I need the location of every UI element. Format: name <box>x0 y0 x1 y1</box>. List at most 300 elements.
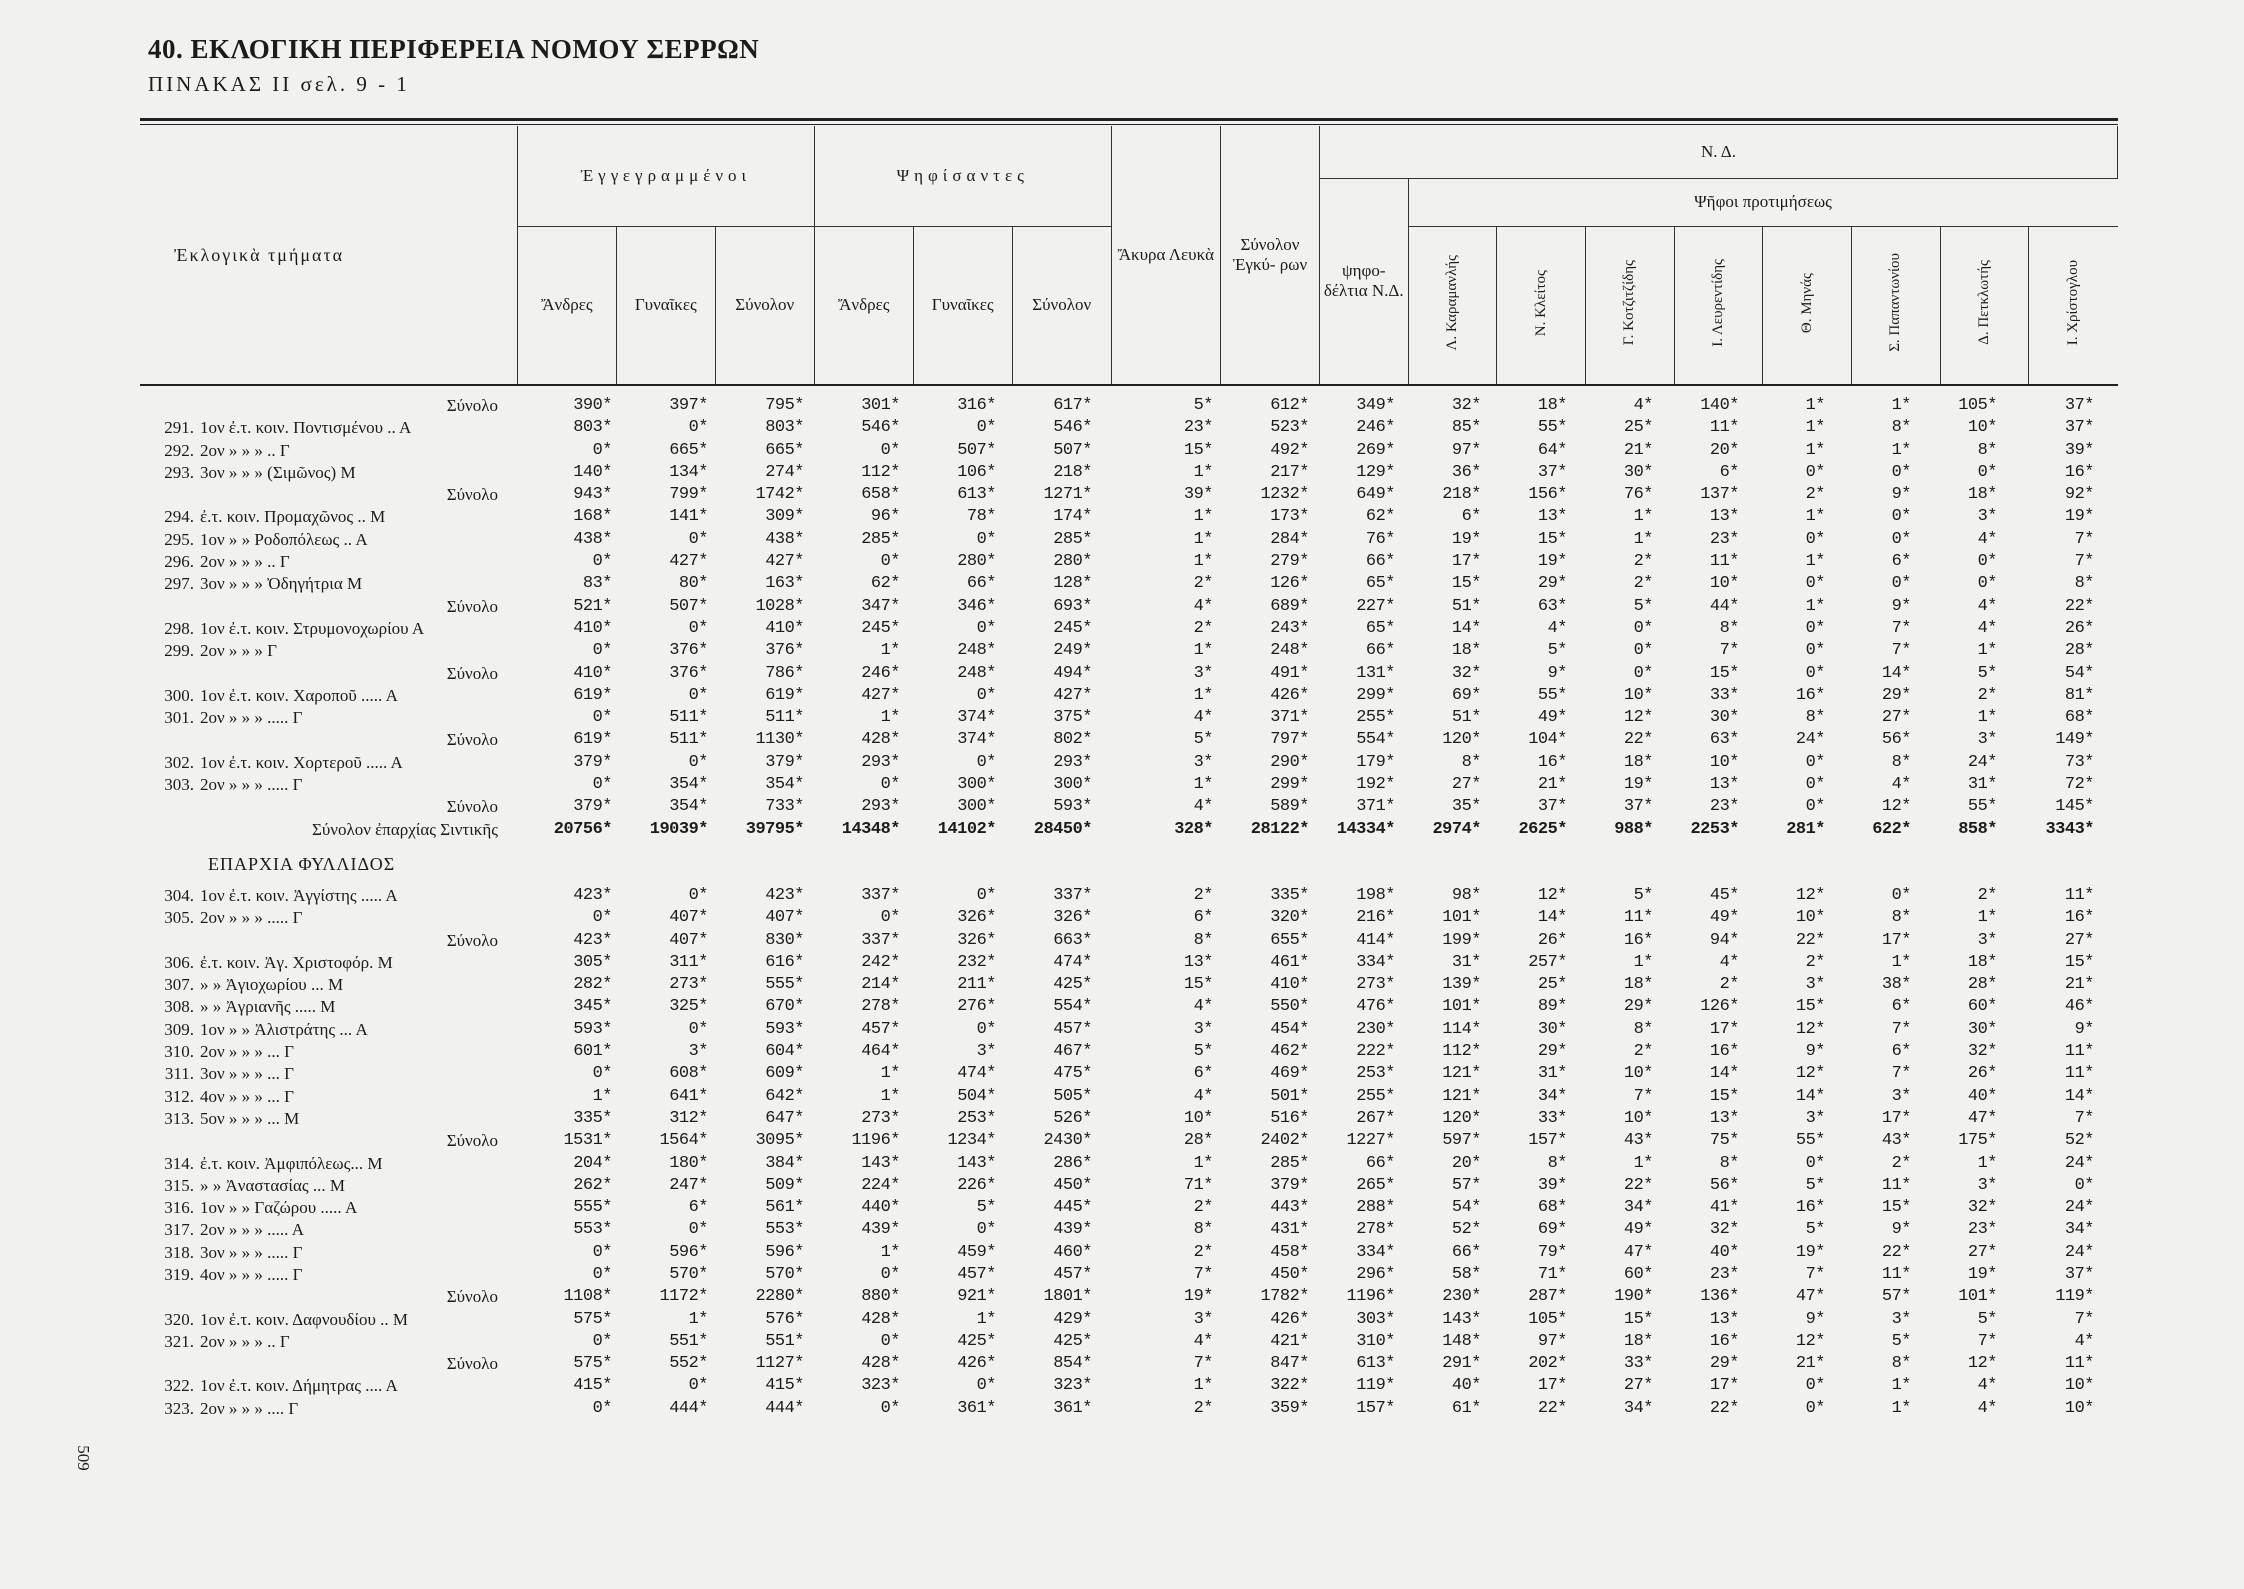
cell-value: 287* <box>1528 1287 1567 1307</box>
cell-value: 26* <box>1537 930 1567 950</box>
cell-value: 803* <box>765 418 804 438</box>
cell-value: 11* <box>2064 885 2094 905</box>
cell-value: 4* <box>1633 396 1653 415</box>
cell-value: 474* <box>957 1064 996 1084</box>
cell-value: 71* <box>1183 1175 1213 1195</box>
row-number: 319. <box>164 1264 194 1284</box>
header-protimiseis: Ψῆφοι προτιμήσεως <box>1408 178 2117 226</box>
cell-value: 1782* <box>1260 1287 1309 1307</box>
table-row <box>0 708 2244 730</box>
cell-value: 23* <box>1183 418 1213 438</box>
cell-value: 227* <box>1356 596 1395 616</box>
cell-value: 8* <box>1891 1354 1911 1374</box>
cell-value: 303* <box>1356 1309 1395 1329</box>
cell-value: 414* <box>1356 930 1395 950</box>
cell-value: 300* <box>957 797 996 817</box>
cell-value: 7* <box>2074 552 2094 572</box>
cell-value: 5* <box>976 1198 996 1218</box>
row-number: 313. <box>164 1108 194 1128</box>
cell-value: 575* <box>573 1309 612 1329</box>
cell-value: 2* <box>1633 574 1653 594</box>
cell-value: 14348* <box>841 819 900 839</box>
cell-value: 101* <box>1442 908 1481 928</box>
cell-value: 326* <box>957 908 996 928</box>
cell-value: 354* <box>669 775 708 795</box>
row-number: 317. <box>164 1220 194 1240</box>
cell-value: 0* <box>1805 1398 1825 1418</box>
cell-value: 2* <box>1193 1398 1213 1418</box>
cell-value: 647* <box>765 1108 804 1128</box>
row-label: » » Ἀγριανῆς ..... Μ <box>200 997 336 1017</box>
cell-value: 14* <box>2064 1086 2094 1106</box>
cell-value: 427* <box>1053 685 1092 705</box>
cell-value: 288* <box>1356 1198 1395 1218</box>
cell-value: 15* <box>2064 952 2094 972</box>
cell-value: 346* <box>957 596 996 616</box>
cell-value: 291* <box>1442 1354 1481 1374</box>
cell-value: 550* <box>1270 997 1309 1017</box>
cell-value: 613* <box>1356 1354 1395 1374</box>
cell-value: 376* <box>765 641 804 661</box>
cell-value: 2402* <box>1260 1131 1309 1151</box>
cell-value: 97* <box>1451 440 1481 460</box>
cell-value: 24* <box>1795 730 1825 750</box>
cell-value: 0* <box>592 1064 612 1084</box>
table-row <box>0 753 2244 775</box>
row-number: 304. <box>164 885 194 905</box>
row-label: Σύνολο <box>446 730 498 750</box>
cell-value: 198* <box>1356 885 1395 905</box>
cell-value: 63* <box>1709 730 1739 750</box>
row-number: 315. <box>164 1175 194 1195</box>
cell-value: 415* <box>573 1376 612 1396</box>
cell-value: 8* <box>1891 418 1911 438</box>
page-number: 509 <box>73 1445 93 1471</box>
cell-value: 429* <box>1053 1309 1092 1329</box>
header-akyra: Ἄκυρα Λευκὰ <box>1111 126 1220 384</box>
cell-value: 190* <box>1614 1287 1653 1307</box>
cell-value: 589* <box>1270 797 1309 817</box>
cell-value: 71* <box>1537 1264 1567 1284</box>
cell-value: 66* <box>1365 1153 1395 1173</box>
cell-value: 80* <box>678 574 708 594</box>
cell-value: 597* <box>1442 1131 1481 1151</box>
cell-value: 25* <box>1537 975 1567 995</box>
cell-value: 0* <box>1805 529 1825 549</box>
cell-value: 3* <box>1977 1175 1997 1195</box>
cell-value: 641* <box>669 1086 708 1106</box>
cell-value: 92* <box>2064 485 2094 505</box>
row-label: Σύνολο <box>446 797 498 817</box>
cell-value: 858* <box>1958 819 1997 839</box>
cell-value: 28* <box>1183 1131 1213 1151</box>
cell-value: 384* <box>765 1153 804 1173</box>
cell-value: 6* <box>1891 997 1911 1017</box>
cell-value: 60* <box>1967 997 1997 1017</box>
cell-value: 1196* <box>851 1131 900 1151</box>
row-number: 303. <box>164 775 194 795</box>
row-label: 3ον » » » (Σιμῶνος) Μ <box>200 462 356 482</box>
cell-value: 6* <box>1891 1042 1911 1062</box>
cell-value: 28450* <box>1033 819 1092 839</box>
row-label: 2ον » » » ..... Α <box>200 1220 305 1240</box>
cell-value: 29* <box>1709 1354 1739 1374</box>
cell-value: 1* <box>1891 952 1911 972</box>
cell-value: 14102* <box>937 819 996 839</box>
cell-value: 9* <box>2074 1019 2094 1039</box>
cell-value: 3* <box>1805 975 1825 995</box>
cell-value: 1* <box>1891 1376 1911 1396</box>
cell-value: 1* <box>1633 952 1653 972</box>
cell-value: 1232* <box>1260 485 1309 505</box>
cell-value: 1* <box>688 1309 708 1329</box>
cell-value: 1* <box>1977 708 1997 728</box>
cell-value: 29* <box>1881 685 1911 705</box>
cell-value: 0* <box>976 752 996 772</box>
cell-value: 216* <box>1356 908 1395 928</box>
cell-value: 427* <box>765 552 804 572</box>
cell-value: 7* <box>1193 1354 1213 1374</box>
cell-value: 78* <box>966 507 996 527</box>
cell-value: 140* <box>573 462 612 482</box>
cell-value: 410* <box>765 618 804 638</box>
cell-value: 3* <box>1891 1309 1911 1329</box>
cell-value: 180* <box>669 1153 708 1173</box>
cell-value: 619* <box>765 685 804 705</box>
cell-value: 426* <box>1270 685 1309 705</box>
cell-value: 323* <box>1053 1376 1092 1396</box>
cell-value: 428* <box>861 1354 900 1374</box>
cell-value: 511* <box>765 708 804 728</box>
cell-value: 69* <box>1451 685 1481 705</box>
cell-value: 7* <box>1193 1264 1213 1284</box>
cell-value: 376* <box>669 641 708 661</box>
cell-value: 37* <box>1537 462 1567 482</box>
table-row <box>0 1332 2244 1354</box>
cell-value: 119* <box>1356 1376 1395 1396</box>
cell-value: 0* <box>1805 775 1825 795</box>
cell-value: 349* <box>1356 396 1395 415</box>
cell-value: 293* <box>1053 752 1092 772</box>
cell-value: 8* <box>1891 908 1911 928</box>
cell-value: 27* <box>1451 775 1481 795</box>
cell-value: 13* <box>1709 1108 1739 1128</box>
cell-value: 22* <box>1623 730 1653 750</box>
cell-value: 320* <box>1270 908 1309 928</box>
cell-value: 1172* <box>659 1287 708 1307</box>
cell-value: 3* <box>1193 1019 1213 1039</box>
cell-value: 1* <box>1805 596 1825 616</box>
cell-value: 66* <box>1365 552 1395 572</box>
cell-value: 334* <box>1356 952 1395 972</box>
cell-value: 10* <box>1795 908 1825 928</box>
table-row <box>0 1109 2244 1131</box>
table-row <box>0 463 2244 485</box>
row-label: ἐ.τ. κοιν. Ἀμφιπόλεως... Μ <box>200 1153 383 1173</box>
row-number: 309. <box>164 1019 194 1039</box>
cell-value: 311* <box>669 952 708 972</box>
cell-value: 23* <box>1709 797 1739 817</box>
cell-value: 16* <box>1795 685 1825 705</box>
cell-value: 168* <box>573 507 612 527</box>
cell-value: 105* <box>1528 1309 1567 1329</box>
row-number: 295. <box>164 529 194 549</box>
cell-value: 19* <box>1623 775 1653 795</box>
row-number: 308. <box>164 997 194 1017</box>
cell-value: 0* <box>1977 574 1997 594</box>
cell-value: 507* <box>1053 440 1092 460</box>
header-candidate: Γ. Κοτζιτζίδης <box>1621 260 1638 346</box>
cell-value: 83* <box>582 574 612 594</box>
cell-value: 4* <box>1193 797 1213 817</box>
cell-value: 31* <box>1451 952 1481 972</box>
cell-value: 795* <box>765 396 804 415</box>
cell-value: 17* <box>1881 930 1911 950</box>
cell-value: 504* <box>957 1086 996 1106</box>
cell-value: 693* <box>1053 596 1092 616</box>
cell-value: 552* <box>669 1354 708 1374</box>
cell-value: 988* <box>1614 819 1653 839</box>
cell-value: 134* <box>669 462 708 482</box>
row-label: 1ον ἐ.τ. κοιν. Ἀγγίστης ..... Α <box>200 885 398 905</box>
cell-value: 0* <box>1805 641 1825 661</box>
cell-value: 576* <box>765 1309 804 1329</box>
cell-value: 9* <box>1891 485 1911 505</box>
cell-value: 1* <box>1193 685 1213 705</box>
cell-value: 14334* <box>1336 819 1395 839</box>
cell-value: 66* <box>1451 1242 1481 1262</box>
table-row <box>0 908 2244 930</box>
cell-value: 334* <box>1356 1242 1395 1262</box>
cell-value: 4* <box>1193 596 1213 616</box>
cell-value: 1* <box>1193 552 1213 572</box>
row-label: 2ον » » » ..... Γ <box>200 708 303 728</box>
cell-value: 1* <box>592 1086 612 1106</box>
cell-value: 423* <box>765 885 804 905</box>
total-row <box>0 597 2244 619</box>
cell-value: 9* <box>1891 596 1911 616</box>
cell-value: 733* <box>765 797 804 817</box>
table-row <box>0 1243 2244 1265</box>
cell-value: 30* <box>1623 462 1653 482</box>
cell-value: 546* <box>861 418 900 438</box>
cell-value: 7* <box>1805 1264 1825 1284</box>
cell-value: 316* <box>957 396 996 415</box>
total-row <box>0 1354 2244 1376</box>
cell-value: 4* <box>1547 618 1567 638</box>
cell-value: 136* <box>1700 1287 1739 1307</box>
table-row <box>0 1399 2244 1421</box>
cell-value: 1* <box>1805 552 1825 572</box>
header-candidate: Θ. Μηνάς <box>1798 272 1815 333</box>
cell-value: 2* <box>1633 1042 1653 1062</box>
cell-value: 310* <box>1356 1331 1395 1351</box>
cell-value: 24* <box>1967 752 1997 772</box>
row-number: 316. <box>164 1198 194 1218</box>
cell-value: 0* <box>592 708 612 728</box>
cell-value: 7* <box>1891 1019 1911 1039</box>
cell-value: 0* <box>976 685 996 705</box>
cell-value: 475* <box>1053 1064 1092 1084</box>
cell-value: 22* <box>1709 1398 1739 1418</box>
cell-value: 345* <box>573 997 612 1017</box>
cell-value: 44* <box>1709 596 1739 616</box>
cell-value: 425* <box>1053 1331 1092 1351</box>
cell-value: 9* <box>1805 1042 1825 1062</box>
cell-value: 1* <box>880 1086 900 1106</box>
row-label: 1ον ἐ.τ. κοιν. Χορτεροῦ ..... Α <box>200 752 403 772</box>
header-psif-gynaikes: Γυναῖκες <box>913 226 1012 384</box>
cell-value: 423* <box>573 885 612 905</box>
cell-value: 22* <box>1795 930 1825 950</box>
cell-value: 570* <box>669 1264 708 1284</box>
cell-value: 32* <box>1451 396 1481 415</box>
cell-value: 39* <box>1183 485 1213 505</box>
cell-value: 505* <box>1053 1086 1092 1106</box>
header-nd: Ν. Δ. <box>1319 126 2117 178</box>
cell-value: 428* <box>861 730 900 750</box>
cell-value: 11* <box>1623 908 1653 928</box>
cell-value: 31* <box>1537 1064 1567 1084</box>
table-row <box>0 886 2244 908</box>
cell-value: 431* <box>1270 1220 1309 1240</box>
cell-value: 425* <box>957 1331 996 1351</box>
cell-value: 0* <box>880 908 900 928</box>
cell-value: 60* <box>1623 1264 1653 1284</box>
cell-value: 157* <box>1528 1131 1567 1151</box>
cell-value: 16* <box>1537 752 1567 772</box>
cell-value: 354* <box>765 775 804 795</box>
cell-value: 211* <box>957 975 996 995</box>
table-row <box>0 418 2244 440</box>
cell-value: 371* <box>1356 797 1395 817</box>
cell-value: 507* <box>957 440 996 460</box>
cell-value: 0* <box>688 1220 708 1240</box>
cell-value: 507* <box>669 596 708 616</box>
cell-value: 326* <box>1053 908 1092 928</box>
cell-value: 3343* <box>2045 819 2094 839</box>
cell-value: 379* <box>765 752 804 772</box>
cell-value: 89* <box>1537 997 1567 1017</box>
cell-value: 21* <box>1795 1354 1825 1374</box>
cell-value: 39* <box>1537 1175 1567 1195</box>
cell-value: 56* <box>1709 1175 1739 1195</box>
cell-value: 24* <box>2064 1242 2094 1262</box>
cell-value: 2* <box>1193 885 1213 905</box>
cell-value: 0* <box>688 529 708 549</box>
table-row <box>0 619 2244 641</box>
cell-value: 255* <box>1356 1086 1395 1106</box>
cell-value: 397* <box>669 396 708 415</box>
cell-value: 131* <box>1356 663 1395 683</box>
cell-value: 2* <box>1805 485 1825 505</box>
cell-value: 56* <box>1881 730 1911 750</box>
cell-value: 593* <box>1053 797 1092 817</box>
table-row <box>0 1265 2244 1287</box>
cell-value: 312* <box>669 1108 708 1128</box>
cell-value: 658* <box>861 485 900 505</box>
cell-value: 0* <box>592 1398 612 1418</box>
cell-value: 427* <box>861 685 900 705</box>
cell-value: 101* <box>1958 1287 1997 1307</box>
cell-value: 62* <box>870 574 900 594</box>
cell-value: 22* <box>1623 1175 1653 1195</box>
cell-value: 23* <box>1709 1264 1739 1284</box>
header-eggegrammenoi: Ἐγγεγραμμένοι <box>517 126 814 226</box>
cell-value: 0* <box>880 1398 900 1418</box>
cell-value: 847* <box>1270 1354 1309 1374</box>
cell-value: 22* <box>1537 1398 1567 1418</box>
row-label: 3ον » » » ..... Γ <box>200 1242 303 1262</box>
cell-value: 0* <box>688 885 708 905</box>
cell-value: 7* <box>2074 529 2094 549</box>
cell-value: 2* <box>1193 1242 1213 1262</box>
cell-value: 5* <box>1193 1042 1213 1062</box>
cell-value: 17* <box>1709 1376 1739 1396</box>
cell-value: 63* <box>1537 596 1567 616</box>
cell-value: 4* <box>1977 1376 1997 1396</box>
cell-value: 126* <box>1700 997 1739 1017</box>
cell-value: 526* <box>1053 1108 1092 1128</box>
cell-value: 0* <box>1891 574 1911 594</box>
cell-value: 1* <box>880 1242 900 1262</box>
header-psif-synolo: Σύνολον <box>1012 226 1111 384</box>
cell-value: 245* <box>1053 618 1092 638</box>
cell-value: 280* <box>957 552 996 572</box>
cell-value: 4* <box>1193 1086 1213 1106</box>
cell-value: 33* <box>1623 1354 1653 1374</box>
cell-value: 19* <box>1183 1287 1213 1307</box>
cell-value: 296* <box>1356 1264 1395 1284</box>
cell-value: 374* <box>957 730 996 750</box>
row-number: 310. <box>164 1042 194 1062</box>
cell-value: 786* <box>765 663 804 683</box>
cell-value: 273* <box>1356 975 1395 995</box>
cell-value: 0* <box>592 775 612 795</box>
cell-value: 64* <box>1537 440 1567 460</box>
cell-value: 596* <box>765 1242 804 1262</box>
cell-value: 0* <box>976 1220 996 1240</box>
cell-value: 8* <box>1193 1220 1213 1240</box>
cell-value: 423* <box>573 930 612 950</box>
cell-value: 24* <box>2064 1153 2094 1173</box>
cell-value: 3* <box>1977 507 1997 527</box>
cell-value: 120* <box>1442 730 1481 750</box>
cell-value: 3* <box>1193 752 1213 772</box>
cell-value: 38* <box>1881 975 1911 995</box>
cell-value: 1742* <box>755 485 804 505</box>
cell-value: 28122* <box>1250 819 1309 839</box>
row-label: Σύνολο <box>446 1287 498 1307</box>
cell-value: 11* <box>2064 1042 2094 1062</box>
cell-value: 255* <box>1356 708 1395 728</box>
cell-value: 1271* <box>1043 485 1092 505</box>
cell-value: 12* <box>1795 1064 1825 1084</box>
cell-value: 18* <box>1623 752 1653 772</box>
cell-value: 214* <box>861 975 900 995</box>
table-row <box>0 975 2244 997</box>
cell-value: 0* <box>880 1331 900 1351</box>
cell-value: 202* <box>1528 1354 1567 1374</box>
cell-value: 20* <box>1451 1153 1481 1173</box>
cell-value: 665* <box>765 440 804 460</box>
cell-value: 37* <box>2064 1264 2094 1284</box>
cell-value: 461* <box>1270 952 1309 972</box>
cell-value: 20756* <box>553 819 612 839</box>
cell-value: 325* <box>669 997 708 1017</box>
cell-value: 23* <box>1967 1220 1997 1240</box>
cell-value: 179* <box>1356 752 1395 772</box>
